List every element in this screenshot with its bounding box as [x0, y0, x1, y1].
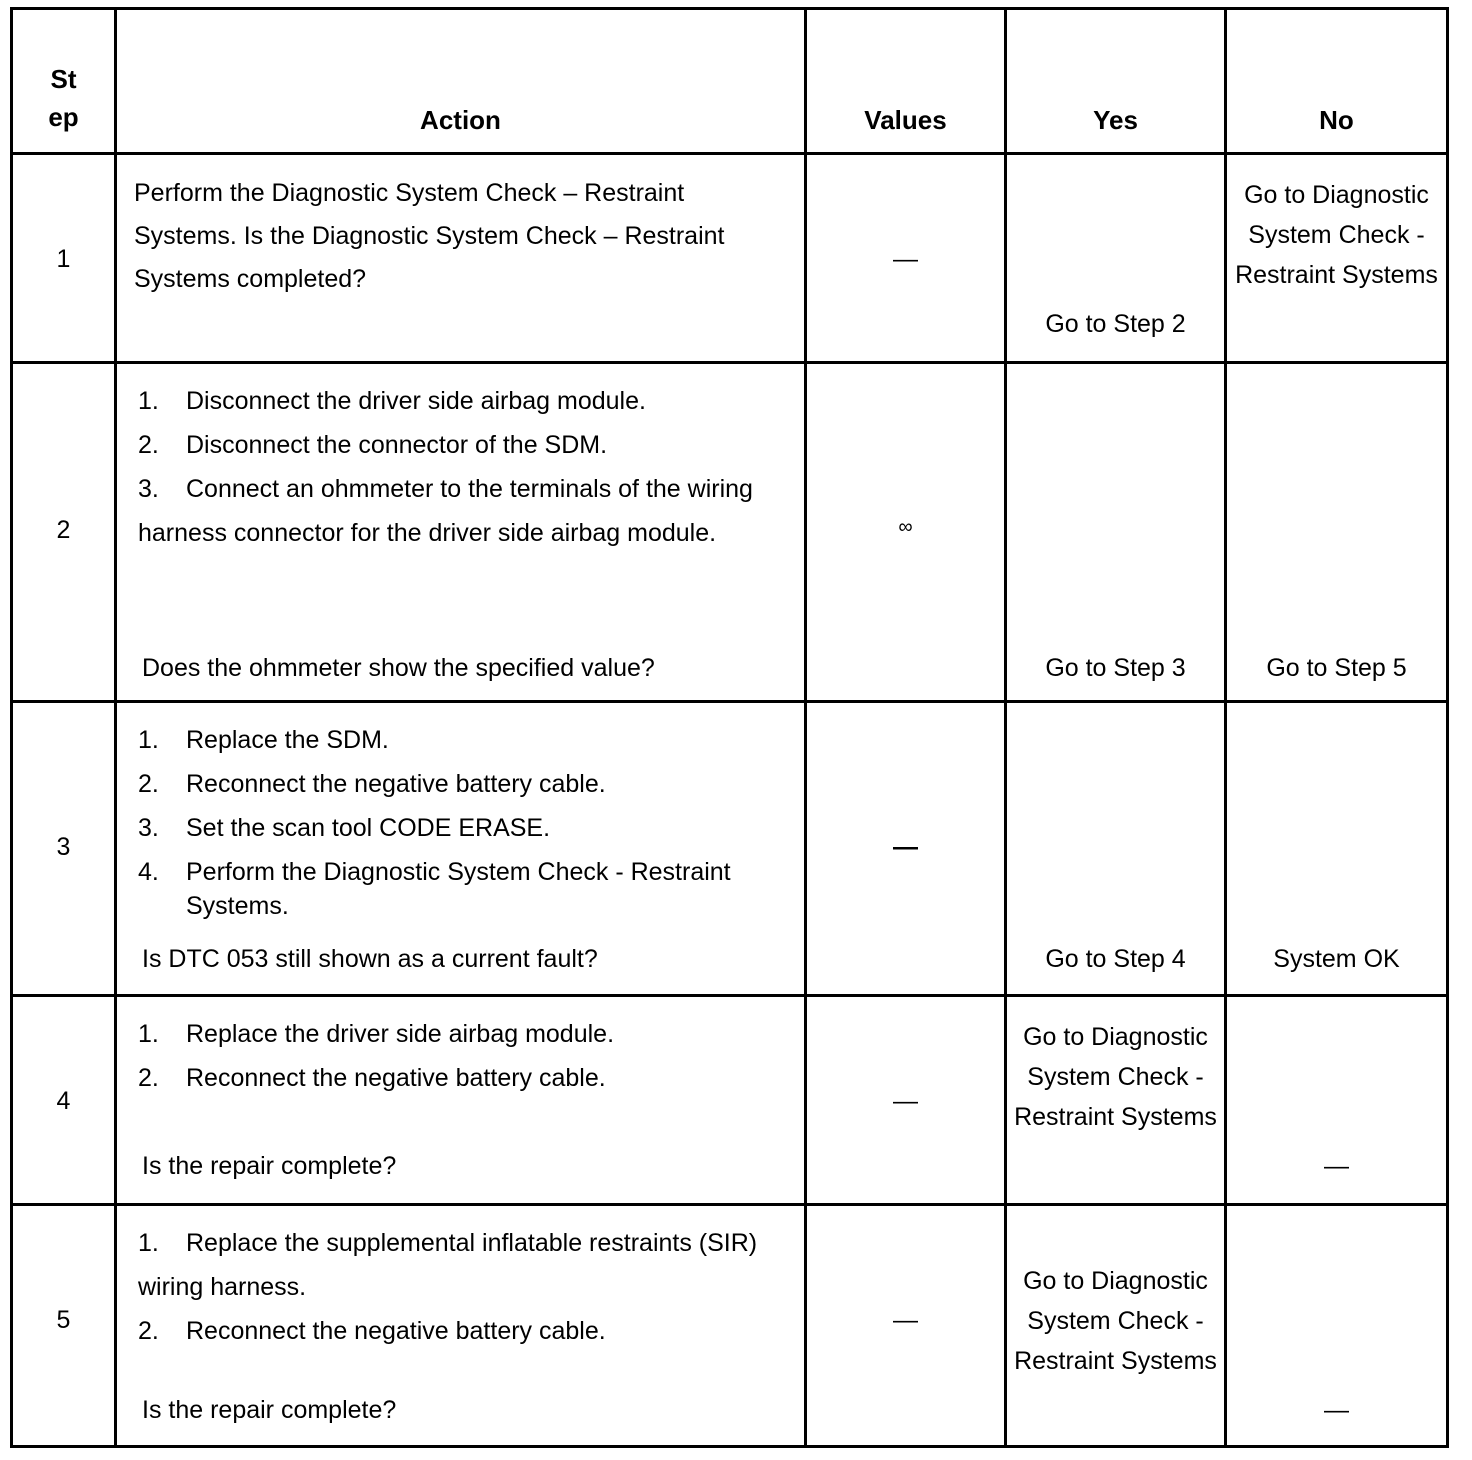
- list-item: 2. Reconnect the negative battery cable.: [138, 1317, 606, 1345]
- list-item: 2. Reconnect the negative battery cable.: [138, 1064, 606, 1092]
- values-cell: [806, 363, 1006, 702]
- yes-text: Go to Diagnostic System Check - Restraint Systems: [1014, 1023, 1217, 1131]
- list-item: 3. Connect an ohmmeter to the terminals of the wiring harness connector for the driver side airbag module.: [138, 475, 753, 547]
- no-cell: [1226, 702, 1448, 996]
- header-values: Values: [806, 9, 1006, 154]
- action-cell: [116, 1205, 806, 1447]
- step-number: 3: [56, 833, 71, 861]
- step-number: 5: [56, 1306, 71, 1334]
- action-cell: [116, 363, 806, 702]
- value-text: —: [893, 1306, 918, 1334]
- diagnostic-table: [10, 7, 1449, 1448]
- yes-text: Go to Step 4: [1045, 945, 1186, 973]
- yes-cell: [1006, 363, 1226, 702]
- yes-cell: [1006, 1205, 1226, 1447]
- header-no: No: [1226, 9, 1448, 154]
- table-row: [12, 154, 1448, 363]
- action-list: [134, 1221, 764, 1353]
- table-row: [12, 363, 1448, 702]
- step-cell: [12, 702, 116, 996]
- values-cell: [806, 154, 1006, 363]
- action-list: [134, 718, 764, 923]
- action-list-wrap: [134, 718, 764, 923]
- header-row: [12, 9, 1448, 154]
- yes-cell: [1006, 996, 1226, 1205]
- table-row: [12, 1205, 1448, 1447]
- list-item: 4. Perform the Diagnostic System Check - Restraint Systems.: [138, 858, 731, 920]
- list-item: 1. Replace the driver side airbag module.: [138, 1020, 615, 1048]
- no-cell: [1226, 996, 1448, 1205]
- no-text: Go to Diagnostic System Check - Restraint Systems: [1235, 181, 1438, 289]
- header-yes: Yes: [1006, 9, 1226, 154]
- no-cell: [1226, 363, 1448, 702]
- action-cell: [116, 702, 806, 996]
- action-list-wrap: [134, 379, 764, 555]
- no-cell: [1226, 1205, 1448, 1447]
- step-number: 1: [56, 245, 71, 273]
- question-text: Is the repair complete?: [142, 1396, 397, 1424]
- question-text: Does the ohmmeter show the specified value?: [142, 654, 655, 682]
- action-list: [134, 1012, 764, 1100]
- question-text: Is DTC 053 still shown as a current fault?: [142, 945, 598, 973]
- table-row: [12, 996, 1448, 1205]
- no-text: —: [1324, 1396, 1349, 1424]
- yes-text: Go to Step 2: [1045, 310, 1186, 338]
- table-row: [12, 702, 1448, 996]
- action-cell: [116, 996, 806, 1205]
- header-step: St ep: [12, 9, 116, 154]
- list-item: 3. Set the scan tool CODE ERASE.: [138, 814, 551, 842]
- step-cell: [12, 996, 116, 1205]
- step-cell: [12, 1205, 116, 1447]
- step-number: 2: [56, 516, 71, 544]
- value-text: —: [893, 1087, 918, 1115]
- action-list-wrap: [134, 1221, 764, 1353]
- list-item: 2. Reconnect the negative battery cable.: [138, 770, 606, 798]
- step-number: 4: [56, 1087, 71, 1115]
- no-text: Go to Step 5: [1266, 654, 1407, 682]
- yes-text: Go to Diagnostic System Check - Restraint Systems: [1014, 1267, 1217, 1375]
- values-cell: [806, 1205, 1006, 1447]
- step-cell: [12, 154, 116, 363]
- step-cell: [12, 363, 116, 702]
- values-cell: [806, 996, 1006, 1205]
- no-text: —: [1324, 1152, 1349, 1180]
- header-action: Action: [116, 9, 806, 154]
- values-cell: [806, 702, 1006, 996]
- list-item: 1. Disconnect the driver side airbag module.: [138, 387, 646, 415]
- question-text: Is the repair complete?: [142, 1152, 397, 1180]
- no-cell: [1226, 154, 1448, 363]
- action-text: Perform the Diagnostic System Check – Restraint Systems. Is the Diagnostic System Check – Restraint Systems completed?: [134, 179, 725, 293]
- no-text: System OK: [1273, 945, 1400, 973]
- action-list-wrap: [134, 1012, 764, 1100]
- value-text: ∞: [898, 516, 913, 538]
- list-item: 1. Replace the SDM.: [138, 726, 389, 754]
- list-item: 1. Replace the supplemental inflatable restraints (SIR) wiring harness.: [138, 1229, 758, 1301]
- yes-text: Go to Step 3: [1045, 654, 1186, 682]
- yes-cell: [1006, 702, 1226, 996]
- value-text: —: [893, 833, 918, 861]
- action-cell: [116, 154, 806, 363]
- yes-cell: [1006, 154, 1226, 363]
- list-item: 2. Disconnect the connector of the SDM.: [138, 431, 608, 459]
- action-list: [134, 379, 764, 555]
- value-text: —: [893, 245, 918, 273]
